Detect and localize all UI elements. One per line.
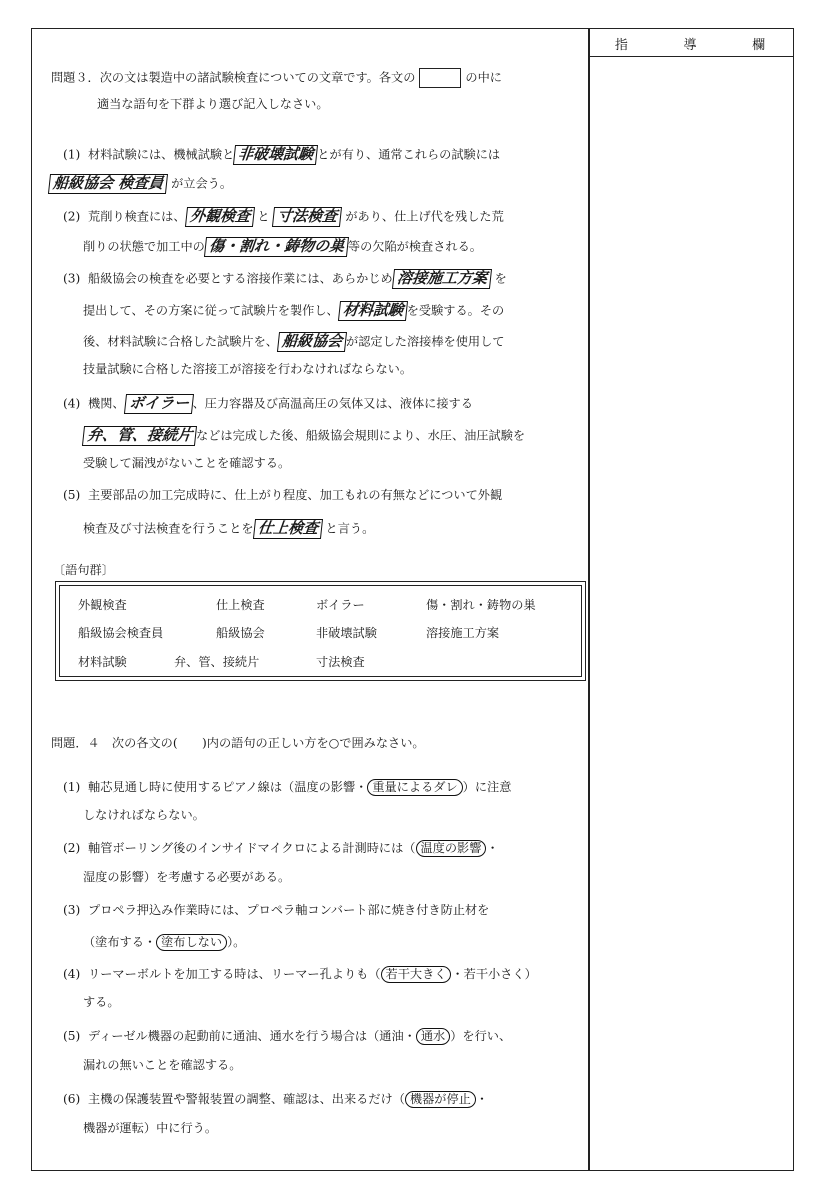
item-number: (5) bbox=[63, 1029, 81, 1043]
q4-item-2-line1 bbox=[63, 840, 499, 857]
text: が立会う。 bbox=[171, 176, 233, 191]
content-area bbox=[31, 28, 588, 1171]
q4-item-5-line2: 漏れの無いことを確認する。 bbox=[83, 1058, 242, 1072]
text: （塗布する・ bbox=[83, 935, 157, 949]
text: 、圧力容器及び高温高圧の気体又は、液体に接する bbox=[192, 396, 473, 411]
item-number: (4) bbox=[63, 396, 81, 411]
item-number: (3) bbox=[63, 903, 81, 917]
word-option: 仕上検査 bbox=[216, 598, 265, 612]
q4-item-3-line1 bbox=[63, 904, 489, 916]
text: と bbox=[257, 209, 270, 224]
q4-item-5-line1 bbox=[63, 1028, 511, 1045]
word-option: 材料試験 bbox=[78, 655, 127, 669]
q3-item-3-line4: 技量試験に合格した溶接工が溶接を行わなければならない。 bbox=[83, 362, 413, 376]
handwritten-answer: 船級協会 bbox=[277, 332, 347, 352]
q3-item-2-line2 bbox=[83, 237, 482, 257]
q3-item-4-line1 bbox=[63, 394, 473, 414]
text: 軸管ボーリング後のインサイドマイクロによる計測時には（ bbox=[88, 841, 416, 855]
item-number: (3) bbox=[63, 271, 81, 286]
circled-answer: 機器が停止 bbox=[405, 1091, 476, 1108]
item-number: (4) bbox=[63, 967, 81, 981]
item-number: (2) bbox=[63, 841, 81, 855]
text: 提出して、その方案に従って試験片を製作し、 bbox=[83, 303, 339, 318]
handwritten-answer: 材料試験 bbox=[338, 301, 408, 321]
q3-intro-text: 問題３．次の文は製造中の諸試験検査についての文章です。各文の bbox=[51, 70, 416, 85]
text: 後、材料試験に合格した試験片を、 bbox=[83, 334, 278, 349]
text: 機関、 bbox=[88, 396, 125, 411]
q3-intro-line2: 適当な語句を下群より選び記入しなさい。 bbox=[97, 97, 329, 111]
q4-item-4-line2: する。 bbox=[83, 995, 120, 1009]
text: などは完成した後、船級協会規則により、水圧、油圧試験を bbox=[196, 428, 526, 443]
text: リーマーボルトを加工する時は、リーマー孔よりも（ bbox=[88, 967, 381, 981]
handwritten-answer: 仕上検査 bbox=[253, 519, 323, 539]
text: 検査及び寸法検査を行うことを bbox=[83, 521, 254, 536]
text: を bbox=[494, 271, 507, 286]
q4-item-3-line2 bbox=[83, 934, 245, 951]
circled-answer: 通水 bbox=[416, 1028, 450, 1045]
handwritten-answer: 溶接施工方案 bbox=[392, 269, 492, 289]
handwritten-answer: 弁、管、接続片 bbox=[82, 426, 197, 446]
guide-title-char: 欄 bbox=[752, 37, 768, 53]
q3-item-3-line2 bbox=[83, 301, 504, 321]
q4-item-4-line1 bbox=[63, 966, 537, 983]
word-option: 傷・割れ・鋳物の巣 bbox=[426, 598, 536, 612]
text: ）を行い、 bbox=[450, 1029, 512, 1043]
answer-blank-sample bbox=[419, 68, 461, 88]
q3-intro bbox=[51, 68, 502, 88]
word-option: 非破壊試験 bbox=[316, 626, 377, 640]
text: 主機の保護装置や警報装置の調整、確認は、出来るだけ（ bbox=[88, 1092, 405, 1106]
circled-answer: 温度の影響 bbox=[416, 840, 487, 857]
circled-answer: 重量によるダレ bbox=[367, 779, 462, 796]
text: と言う。 bbox=[325, 521, 375, 536]
text: ディーゼル機器の起動前に通油、通水を行う場合は（通油・ bbox=[88, 1029, 416, 1043]
handwritten-answer: 船級協会 検査員 bbox=[48, 174, 168, 194]
text: ・ bbox=[475, 1092, 489, 1106]
column-divider bbox=[588, 28, 590, 1171]
q3-item-1-line2 bbox=[49, 174, 232, 194]
text: 船級協会の検査を必要とする溶接作業には、あらかじめ bbox=[88, 271, 393, 286]
circled-answer: 若干大きく bbox=[381, 966, 452, 983]
word-group-label: 〔語句群〕 bbox=[53, 563, 114, 577]
text: ・ bbox=[486, 841, 499, 855]
text: 削りの状態で加工中の bbox=[83, 239, 205, 254]
handwritten-answer: ボイラー bbox=[124, 394, 194, 414]
handwritten-answer: 寸法検査 bbox=[272, 207, 342, 227]
q3-item-5-line2 bbox=[83, 519, 374, 539]
text: 主要部品の加工完成時に、仕上がり程度、加工もれの有無などについて外観 bbox=[88, 488, 503, 502]
q3-item-5-line1 bbox=[63, 489, 502, 501]
item-number: (1) bbox=[63, 147, 81, 162]
q3-item-3-line3 bbox=[83, 332, 504, 352]
word-group-box bbox=[55, 581, 586, 681]
text: プロペラ押込み作業時には、プロペラ軸コンバート部に焼き付き防止材を bbox=[88, 903, 490, 917]
word-option: 船級協会検査員 bbox=[78, 626, 164, 640]
text: があり、仕上げ代を残した荒 bbox=[345, 209, 504, 224]
guide-title-char: 導 bbox=[683, 37, 699, 53]
text: 材料試験には、機械試験と bbox=[88, 147, 235, 162]
guide-column-title bbox=[588, 30, 794, 56]
guide-header-line bbox=[588, 56, 794, 57]
handwritten-answer: 非破壊試験 bbox=[233, 145, 318, 165]
handwritten-answer: 外観検査 bbox=[184, 207, 254, 227]
text: ）。 bbox=[227, 935, 246, 949]
text: 軸芯見通し時に使用するピアノ線は（温度の影響・ bbox=[88, 780, 368, 794]
q4-item-1-line1 bbox=[63, 779, 511, 796]
q4-intro: 問題．４ 次の各文の( )内の語句の正しい方を○で囲みなさい。 bbox=[51, 736, 425, 750]
text: とが有り、通常これらの試験には bbox=[317, 147, 501, 162]
word-option: 寸法検査 bbox=[316, 655, 365, 669]
q4-item-6-line2: 機器が運転）中に行う。 bbox=[83, 1121, 218, 1135]
text: を受験する。その bbox=[406, 303, 505, 318]
item-number: (2) bbox=[63, 209, 81, 224]
item-number: (5) bbox=[63, 488, 81, 502]
q4-item-2-line2: 湿度の影響）を考慮する必要がある。 bbox=[83, 870, 291, 884]
q3-item-3-line1 bbox=[63, 269, 507, 289]
q3-item-1-line1 bbox=[63, 145, 500, 165]
handwritten-answer: 傷・割れ・鋳物の巣 bbox=[204, 237, 349, 257]
word-option: 船級協会 bbox=[216, 626, 265, 640]
word-option: ボイラー bbox=[316, 598, 365, 612]
q4-item-1-line2: しなければならない。 bbox=[83, 808, 205, 822]
text: ）に注意 bbox=[462, 780, 512, 794]
text: 等の欠陥が検査される。 bbox=[347, 239, 482, 254]
word-option: 溶接施工方案 bbox=[426, 626, 500, 640]
q3-intro-text-end: の中に bbox=[465, 70, 502, 85]
q3-item-2-line1 bbox=[63, 207, 504, 227]
item-number: (6) bbox=[63, 1092, 81, 1106]
circled-answer: 塗布しない bbox=[156, 934, 227, 951]
text: 荒削り検査には、 bbox=[88, 209, 186, 224]
text: ・若干小さく） bbox=[451, 967, 537, 981]
text: が認定した溶接棒を使用して bbox=[346, 334, 505, 349]
item-number: (1) bbox=[63, 780, 81, 794]
guide-title-char: 指 bbox=[614, 37, 630, 53]
q3-item-4-line2 bbox=[83, 426, 525, 446]
q4-item-6-line1 bbox=[63, 1091, 488, 1108]
q3-item-4-line3: 受験して漏洩がないことを確認する。 bbox=[83, 456, 291, 470]
word-option: 弁、管、接続片 bbox=[174, 655, 260, 669]
word-option: 外観検査 bbox=[78, 598, 127, 612]
